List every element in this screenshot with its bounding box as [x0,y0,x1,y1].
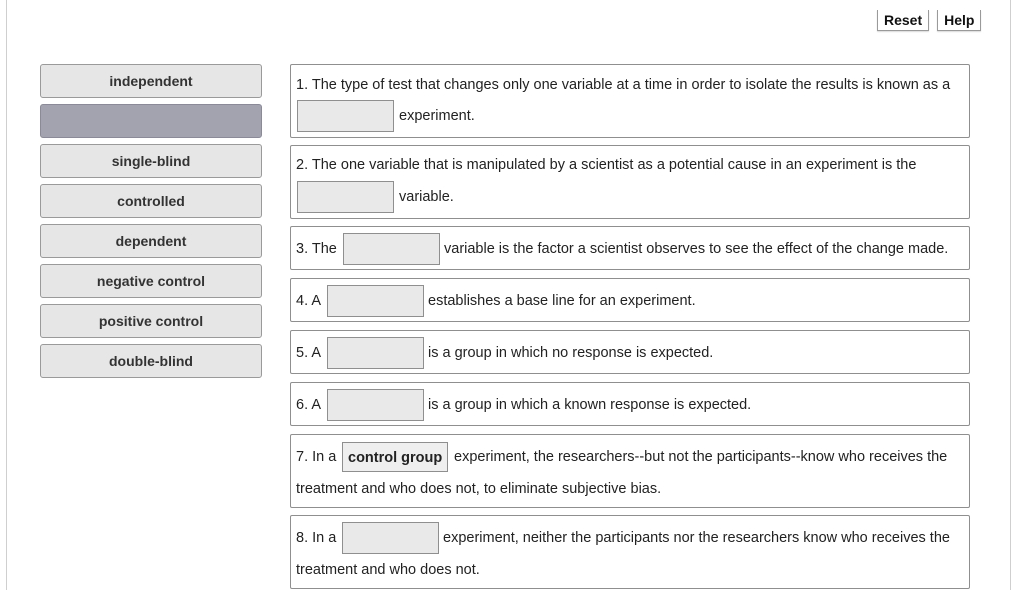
question-6 [290,382,970,426]
question-2 [290,145,970,219]
question-5-suffix: is a group in which no response is expected. [428,345,714,361]
question-6-prefix: 6. A [296,397,321,413]
question-2-suffix: variable. [399,189,454,205]
question-3-prefix: 3. The [296,241,337,257]
question-4-prefix: 4. A [296,293,321,309]
word-tile-double-blind[interactable]: double-blind [40,344,262,378]
question-3-suffix: variable is the factor a scientist observes to see the effect of the change made. [444,241,949,257]
question-1-text: 1. The type of test that changes only one variable at a time in order to isolate the results is known as a [296,77,951,93]
question-2-drop-slot[interactable] [297,181,394,213]
question-4-suffix: establishes a base line for an experiment. [428,293,696,309]
question-6-drop-slot[interactable] [327,389,424,421]
question-3-drop-slot[interactable] [343,233,440,265]
toolbar [877,10,981,31]
question-1-drop-slot[interactable] [297,100,394,132]
word-tile-positive-control[interactable]: positive control [40,304,262,338]
question-4-drop-slot[interactable] [327,285,424,317]
question-5-prefix: 5. A [296,345,321,361]
reset-button[interactable]: Reset [877,10,929,31]
question-7-line2: treatment and who does not, to eliminate subjective bias. [296,481,662,497]
question-6-suffix: is a group in which a known response is expected. [428,397,752,413]
question-1 [290,64,970,138]
question-1-suffix: experiment. [399,108,475,124]
question-3 [290,226,970,270]
question-8 [290,515,970,589]
word-tile-dependent[interactable]: dependent [40,224,262,258]
question-8-line2: treatment and who does not. [296,562,480,578]
question-7-suffix: experiment, the researchers--but not the participants--know who receives the [454,449,948,465]
question-7 [290,434,970,508]
question-8-suffix: experiment, neither the participants nor the researchers know who receives the [443,530,950,546]
word-tile-controlled[interactable]: controlled [40,184,262,218]
question-7-filled-answer[interactable]: control group [342,442,448,472]
word-tile-single-blind[interactable]: single-blind [40,144,262,178]
question-5 [290,330,970,374]
right-frame-border [1010,0,1011,590]
question-4 [290,278,970,322]
left-frame-border [6,0,7,590]
question-8-drop-slot[interactable] [342,522,439,554]
question-5-drop-slot[interactable] [327,337,424,369]
word-tile-independent[interactable]: independent [40,64,262,98]
question-7-prefix: 7. In a [296,449,337,465]
question-8-prefix: 8. In a [296,530,337,546]
help-button[interactable]: Help [937,10,981,31]
word-tile-negative-control[interactable]: negative control [40,264,262,298]
word-tile-used [40,104,262,138]
question-2-text: 2. The one variable that is manipulated by a scientist as a potential cause in an experiment is the [296,157,917,173]
